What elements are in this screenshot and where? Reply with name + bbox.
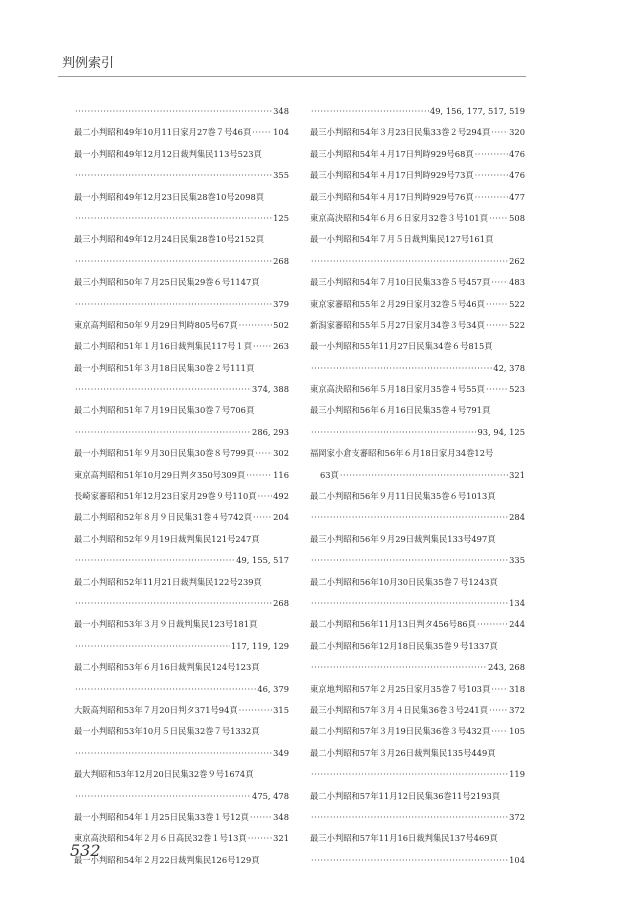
page-reference: 204 xyxy=(273,512,289,523)
index-entry xyxy=(310,443,525,464)
index-entry xyxy=(74,229,289,250)
page-reference: 119 xyxy=(509,769,525,780)
dot-leader xyxy=(75,786,251,807)
page-reference: 46, 379 xyxy=(257,683,289,694)
case-citation: 最二小判昭和52年11月21日裁判集民122号239頁 xyxy=(74,576,262,587)
dot-leader xyxy=(475,165,508,186)
page-reference: 492 xyxy=(273,491,289,502)
index-entry xyxy=(310,614,525,635)
index-entry xyxy=(310,101,525,122)
index-entry xyxy=(74,400,289,421)
index-entry xyxy=(74,165,289,186)
page-reference: 104 xyxy=(273,127,289,138)
case-citation: 最三小判昭和57年３月４日民集36巻３号241頁 xyxy=(310,704,488,715)
dot-leader xyxy=(489,208,508,229)
dot-leader xyxy=(75,550,235,571)
case-citation: 最一小判昭和53年10月５日民集32巻７号1332頁 xyxy=(74,726,260,737)
index-entry xyxy=(310,743,525,764)
case-citation: 最一小判昭和54年７月５日裁判集民127号161頁 xyxy=(310,234,494,245)
page-reference: 335 xyxy=(509,555,525,566)
page-reference: 379 xyxy=(273,298,289,309)
page-reference: 320 xyxy=(509,127,525,138)
index-entry xyxy=(74,294,289,315)
index-entry xyxy=(74,636,289,657)
index-entry xyxy=(74,700,289,721)
case-citation: 最三小判昭和54年４月17日判時929号76頁 xyxy=(310,191,474,202)
index-entry xyxy=(310,679,525,700)
index-entry xyxy=(74,614,289,635)
index-entry xyxy=(74,422,289,443)
case-citation: 最三小判昭和54年７月10日民集33巻５号457頁 xyxy=(310,277,491,288)
index-entry xyxy=(74,807,289,828)
index-entry xyxy=(74,529,289,550)
index-entry xyxy=(310,529,525,550)
page-reference: 502 xyxy=(273,319,289,330)
case-citation: 最二小判昭和57年11月12日民集36巻11号2193頁 xyxy=(310,790,501,801)
page-reference: 315 xyxy=(273,704,289,715)
header-divider xyxy=(58,76,526,77)
dot-leader xyxy=(75,636,230,657)
dot-leader xyxy=(253,336,272,357)
index-entry xyxy=(310,144,525,165)
page-reference: 244 xyxy=(509,619,525,630)
page-reference: 477 xyxy=(509,191,525,202)
index-entry xyxy=(310,465,525,486)
dot-leader xyxy=(75,101,272,122)
page-reference: 318 xyxy=(509,683,525,694)
dot-leader xyxy=(258,486,273,507)
index-entry xyxy=(74,679,289,700)
index-entry xyxy=(310,315,525,336)
case-citation: 最一小判昭和53年３月９日裁判集民123号181頁 xyxy=(74,619,258,630)
index-entry xyxy=(310,572,525,593)
page-reference: 483 xyxy=(509,277,525,288)
case-citation: 東京地判昭和57年２月25日家月35巻７号103頁 xyxy=(310,683,491,694)
index-entry xyxy=(310,807,525,828)
index-entry xyxy=(74,764,289,785)
page-number: 532 xyxy=(70,841,101,860)
dot-leader xyxy=(246,465,272,486)
case-citation: 最二小判昭和51年１月16日裁判集民117号１頁 xyxy=(74,341,252,352)
page-reference: 125 xyxy=(273,212,289,223)
dot-leader xyxy=(255,443,272,464)
index-entry xyxy=(310,208,525,229)
index-column-left xyxy=(74,101,289,871)
index-column-right xyxy=(310,101,525,871)
case-citation: 東京高判昭和51年10月29日判タ350号309頁 xyxy=(74,469,246,480)
index-entry xyxy=(74,187,289,208)
dot-leader xyxy=(311,550,508,571)
dot-leader xyxy=(311,101,429,122)
case-citation: 最二小判昭和56年11月13日判タ456号86頁 xyxy=(310,619,476,630)
case-citation: 大阪高判昭和53年７月20日判タ371号94頁 xyxy=(74,704,238,715)
case-citation: 最二小判昭和49年10月11日家月27巻７号46頁 xyxy=(74,127,252,138)
page-reference: 134 xyxy=(509,597,525,608)
case-citation: 東京高決昭和54年２月６日高民32巻１号13頁 xyxy=(74,833,247,844)
dot-leader xyxy=(311,593,508,614)
dot-leader xyxy=(311,850,508,871)
index-entry xyxy=(74,315,289,336)
index-entry xyxy=(310,636,525,657)
case-citation: 最大判昭和53年12月20日民集32巻９号1674頁 xyxy=(74,769,254,780)
index-entry xyxy=(74,208,289,229)
index-entry xyxy=(74,507,289,528)
case-citation: 福岡家小倉支審昭和56年６月18日家月34巻12号 xyxy=(310,448,494,459)
index-entry xyxy=(310,700,525,721)
dot-leader xyxy=(311,251,508,272)
case-citation: 最二小判昭和56年10月30日民集35巻７号1243頁 xyxy=(310,576,498,587)
case-citation: 最一小判昭和51年３月18日民集30巻２号111頁 xyxy=(74,362,255,373)
case-citation: 東京高判昭和50年９月29日判時805号67頁 xyxy=(74,319,238,330)
index-entry xyxy=(74,593,289,614)
dot-leader xyxy=(75,165,272,186)
index-entry xyxy=(74,828,289,849)
case-citation: 63頁 xyxy=(320,469,339,480)
index-entry xyxy=(310,721,525,742)
index-entry xyxy=(74,101,289,122)
dot-leader xyxy=(491,721,508,742)
index-entry xyxy=(310,336,525,357)
dot-leader xyxy=(486,379,508,400)
page-reference: 263 xyxy=(273,341,289,352)
dot-leader xyxy=(75,679,256,700)
page-reference: 117, 119, 129 xyxy=(230,640,289,651)
index-entry xyxy=(74,572,289,593)
index-entry xyxy=(74,721,289,742)
dot-leader xyxy=(75,422,251,443)
page-reference: 348 xyxy=(273,106,289,116)
page-reference: 522 xyxy=(509,298,525,309)
index-entry xyxy=(74,336,289,357)
page-reference: 476 xyxy=(509,170,525,181)
dot-leader xyxy=(239,700,272,721)
dot-leader xyxy=(491,679,508,700)
page-reference: 105 xyxy=(509,726,525,737)
dot-leader xyxy=(75,294,272,315)
dot-leader xyxy=(75,743,272,764)
index-entry xyxy=(310,187,525,208)
index-entry xyxy=(310,294,525,315)
page-reference: 243, 268 xyxy=(488,662,525,673)
index-entry xyxy=(310,400,525,421)
index-entry xyxy=(310,272,525,293)
dot-leader xyxy=(311,807,508,828)
page-reference: 508 xyxy=(509,212,525,223)
dot-leader xyxy=(311,422,476,443)
dot-leader xyxy=(311,358,492,379)
page-reference: 476 xyxy=(509,148,525,159)
dot-leader xyxy=(75,593,272,614)
page-reference: 355 xyxy=(273,170,289,181)
dot-leader xyxy=(489,700,508,721)
dot-leader xyxy=(253,507,272,528)
index-entry xyxy=(74,743,289,764)
page-reference: 49, 156, 177, 517, 519 xyxy=(429,106,525,116)
case-citation: 最一小判昭和51年９月30日民集30巻８号799頁 xyxy=(74,448,255,459)
case-citation: 新潟家審昭和55年５月27日家月34巻３号34頁 xyxy=(310,319,485,330)
case-citation: 最三小判昭和50年７月25日民集29巻６号1147頁 xyxy=(74,277,260,288)
page-reference: 321 xyxy=(273,833,289,844)
case-citation: 最一小判昭和55年11月27日民集34巻６号815頁 xyxy=(310,341,493,352)
case-citation: 最三小判昭和56年９月29日裁判集民133号497頁 xyxy=(310,533,496,544)
index-entry xyxy=(74,379,289,400)
index-entry xyxy=(310,657,525,678)
case-citation: 最三小判昭和56年６月16日民集35巻４号791頁 xyxy=(310,405,491,416)
dot-leader xyxy=(311,507,508,528)
case-citation: 最二小判昭和53年６月16日裁判集民124号123頁 xyxy=(74,662,260,673)
page-reference: 321 xyxy=(509,469,525,480)
page-header-title: 判例索引 xyxy=(62,56,115,71)
case-citation: 最一小判昭和54年２月22日裁判集民126号129頁 xyxy=(74,854,260,865)
case-citation: 東京家審昭和55年２月29日家月32巻５号46頁 xyxy=(310,298,485,309)
index-entry xyxy=(74,272,289,293)
case-citation: 最一小判昭和49年12月23日民集28巻10号2098頁 xyxy=(74,191,265,202)
index-entry xyxy=(74,122,289,143)
case-citation: 最二小判昭和57年３月19日民集36巻３号432頁 xyxy=(310,726,491,737)
index-entry xyxy=(74,550,289,571)
case-citation: 最一小判昭和54年１月25日民集33巻１号12頁 xyxy=(74,811,249,822)
index-entry xyxy=(310,122,525,143)
dot-leader xyxy=(491,122,508,143)
dot-leader xyxy=(75,251,272,272)
index-entry xyxy=(74,850,289,871)
page-reference: 42, 378 xyxy=(493,362,525,373)
case-citation: 最三小判昭和54年４月17日判時929号68頁 xyxy=(310,148,474,159)
page-reference: 284 xyxy=(509,512,525,523)
index-entry xyxy=(310,764,525,785)
index-entry xyxy=(74,786,289,807)
index-entry xyxy=(74,358,289,379)
page-reference: 522 xyxy=(509,319,525,330)
page-reference: 262 xyxy=(509,255,525,266)
page-reference: 104 xyxy=(509,854,525,865)
page-reference: 372 xyxy=(509,811,525,822)
case-citation: 最三小判昭和54年３月23日民集33巻２号294頁 xyxy=(310,127,491,138)
page-reference: 268 xyxy=(273,597,289,608)
dot-leader xyxy=(491,272,508,293)
case-citation: 最二小判昭和57年３月26日裁判集民135号449頁 xyxy=(310,747,496,758)
index-entry xyxy=(310,786,525,807)
dot-leader xyxy=(239,315,272,336)
case-citation: 東京高決昭和56年５月18日家月35巻４号55頁 xyxy=(310,384,485,395)
dot-leader xyxy=(475,187,508,208)
dot-leader xyxy=(486,294,508,315)
case-citation: 最三小判昭和57年11月16日裁判集民137号469頁 xyxy=(310,833,498,844)
index-entry xyxy=(310,828,525,849)
case-citation: 東京高決昭和54年６月６日家月32巻３号101頁 xyxy=(310,212,488,223)
index-entry xyxy=(310,507,525,528)
dot-leader xyxy=(340,465,508,486)
dot-leader xyxy=(477,614,508,635)
dot-leader xyxy=(75,208,272,229)
index-entry xyxy=(74,144,289,165)
dot-leader xyxy=(311,657,487,678)
index-entry xyxy=(74,486,289,507)
page-reference: 93, 94, 125 xyxy=(477,426,525,437)
case-citation: 最二小判昭和51年７月19日民集30巻７号706頁 xyxy=(74,405,255,416)
page-reference: 348 xyxy=(273,811,289,822)
dot-leader xyxy=(248,828,272,849)
page-reference: 475, 478 xyxy=(252,790,289,801)
page-reference: 302 xyxy=(273,448,289,459)
index-entry xyxy=(310,165,525,186)
dot-leader xyxy=(75,379,251,400)
page-reference: 374, 388 xyxy=(252,384,289,395)
page-reference: 49, 155, 517 xyxy=(236,555,289,566)
dot-leader xyxy=(311,764,508,785)
dot-leader xyxy=(475,144,508,165)
index-entry xyxy=(310,229,525,250)
case-citation: 長崎家審昭和51年12月23日家月29巻９号110頁 xyxy=(74,491,257,502)
case-citation: 最三小判昭和54年４月17日判時929号73頁 xyxy=(310,170,474,181)
index-entry xyxy=(74,657,289,678)
index-entry xyxy=(310,850,525,871)
case-citation: 最二小判昭和52年８月９日民集31巻４号742頁 xyxy=(74,512,252,523)
index-entry xyxy=(310,379,525,400)
case-citation: 最二小判昭和52年９月19日裁判集民121号247頁 xyxy=(74,533,260,544)
index-entry xyxy=(310,593,525,614)
case-citation: 最二小判昭和56年９月11日民集35巻６号1013頁 xyxy=(310,491,496,502)
page-reference: 286, 293 xyxy=(252,426,289,437)
page-reference: 523 xyxy=(509,384,525,395)
dot-leader xyxy=(252,122,272,143)
index-entry xyxy=(310,422,525,443)
case-citation: 最二小判昭和56年12月18日民集35巻９号1337頁 xyxy=(310,640,498,651)
index-entry xyxy=(310,358,525,379)
case-citation: 最三小判昭和49年12月24日民集28巻10号2152頁 xyxy=(74,234,265,245)
index-entry xyxy=(74,465,289,486)
index-entry xyxy=(74,251,289,272)
dot-leader xyxy=(250,807,272,828)
index-entry xyxy=(310,550,525,571)
case-citation: 最一小判昭和49年12月12日裁判集民113号523頁 xyxy=(74,148,262,159)
page-reference: 268 xyxy=(273,255,289,266)
dot-leader xyxy=(486,315,508,336)
index-entry xyxy=(310,486,525,507)
index-entry xyxy=(310,251,525,272)
page-reference: 349 xyxy=(273,747,289,758)
index-entry xyxy=(74,443,289,464)
page-reference: 372 xyxy=(509,704,525,715)
page-reference: 116 xyxy=(273,469,289,480)
